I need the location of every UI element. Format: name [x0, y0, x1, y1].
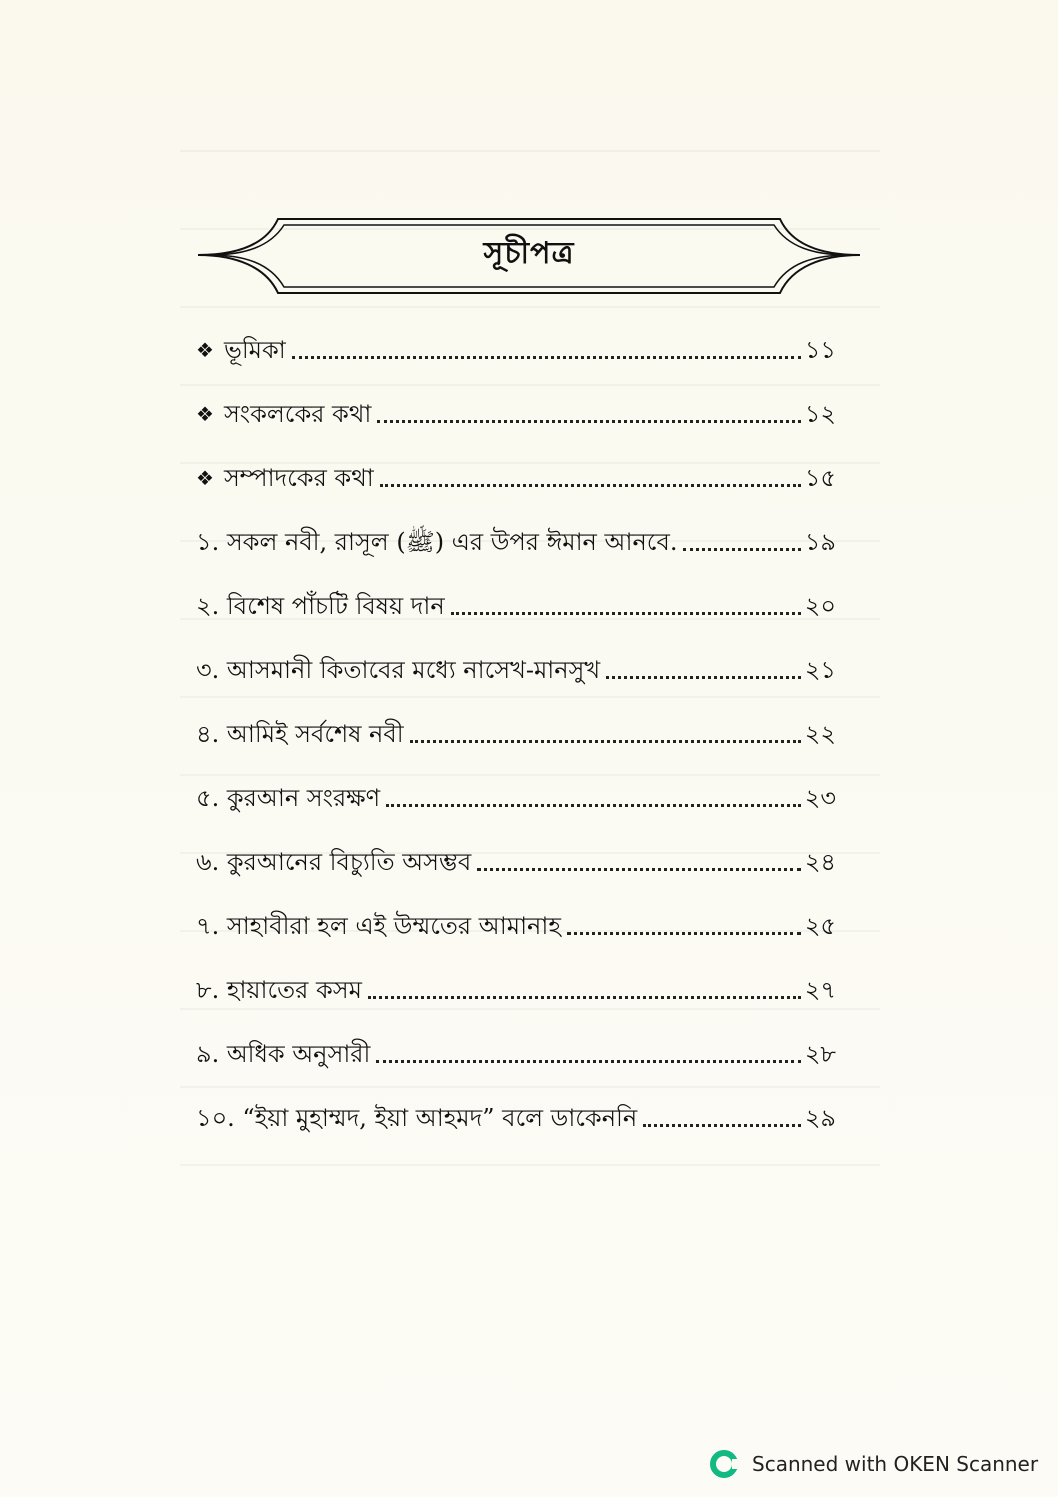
toc-dot-leader [368, 996, 801, 999]
toc-page-number: ১৯ [804, 528, 836, 556]
toc-dot-leader [376, 1060, 800, 1063]
toc-page-number: ২৪ [804, 848, 836, 876]
toc-page-number: ২১ [804, 656, 836, 684]
toc-entry-title: ৩. আসমানী কিতাবের মধ্যে নাসেখ-মানসুখ [196, 656, 601, 684]
toc-entry-title: ৯. অধিক অনুসারী [196, 1040, 371, 1068]
toc-entry-title: ১০. “ইয়া মুহাম্মদ, ইয়া আহমদ” বলে ডাকেননি [196, 1104, 638, 1132]
toc-entry-title: ২. বিশেষ পাঁচটি বিষয় দান [196, 592, 445, 620]
toc-entry [196, 832, 836, 882]
toc-dot-leader [292, 356, 801, 359]
toc-entry-title: ৫. কুরআন সংরক্ষণ [196, 784, 381, 812]
toc-bullet-icon: ❖ [196, 402, 214, 426]
toc-dot-leader [410, 740, 801, 743]
title-banner [196, 205, 862, 305]
toc-dot-leader [377, 420, 800, 423]
toc-entry-title: সংকলকের কথা [223, 400, 372, 428]
toc-dot-leader [477, 868, 801, 871]
toc-page-number: ১১ [804, 336, 836, 364]
toc-entry [196, 448, 836, 498]
toc-entry-title: ১. সকল নবী, রাসূল (ﷺ) এর উপর ঈমান আনবে. [196, 528, 678, 556]
page-title: সূচীপত্র [483, 236, 575, 271]
toc-page-number: ১৫ [804, 464, 836, 492]
toc-dot-leader [683, 548, 800, 551]
toc-dot-leader [380, 484, 801, 487]
toc-page-number: ২২ [804, 720, 836, 748]
toc-entry [196, 320, 836, 370]
toc-entry [196, 896, 836, 946]
toc-page-number: ২০ [804, 592, 836, 620]
toc-dot-leader [386, 804, 801, 807]
toc-entry [196, 640, 836, 690]
toc-page-number: ২৯ [804, 1104, 836, 1132]
toc-entry-title: ৭. সাহাবীরা হল এই উম্মতের আমানাহ [196, 912, 561, 940]
toc-entry [196, 1088, 836, 1138]
toc-entry [196, 512, 836, 562]
toc-dot-leader [567, 932, 801, 935]
toc-entry [196, 768, 836, 818]
toc-entry-title: ৮. হায়াতের কসম [196, 976, 362, 1004]
toc-dot-leader [643, 1124, 801, 1127]
toc-page-number: ২৫ [804, 912, 836, 940]
toc-dot-leader [451, 612, 801, 615]
toc-entry [196, 384, 836, 434]
toc-entry-title: সম্পাদকের কথা [223, 464, 374, 492]
toc-entry [196, 1024, 836, 1074]
toc-page-number: ২৭ [804, 976, 836, 1004]
toc-page-number: ২৮ [804, 1040, 836, 1068]
toc-entry-title: ভূমিকা [223, 336, 286, 364]
toc-dot-leader [606, 676, 801, 679]
toc-bullet-icon: ❖ [196, 466, 214, 490]
toc-entry [196, 960, 836, 1010]
toc-page-number: ১২ [804, 400, 836, 428]
toc-page-number: ২৩ [804, 784, 836, 812]
scanner-watermark [710, 1444, 1050, 1484]
toc-entry-title: ৪. আমিই সর্বশেষ নবী [196, 720, 404, 748]
toc-entry [196, 576, 836, 626]
scanner-logo-icon [710, 1450, 738, 1478]
scanner-text: Scanned with OKEN Scanner [752, 1452, 1039, 1476]
toc-entry [196, 704, 836, 754]
toc-entry-title: ৬. কুরআনের বিচ্যুতি অসম্ভব [196, 848, 472, 876]
toc-bullet-icon: ❖ [196, 338, 214, 362]
